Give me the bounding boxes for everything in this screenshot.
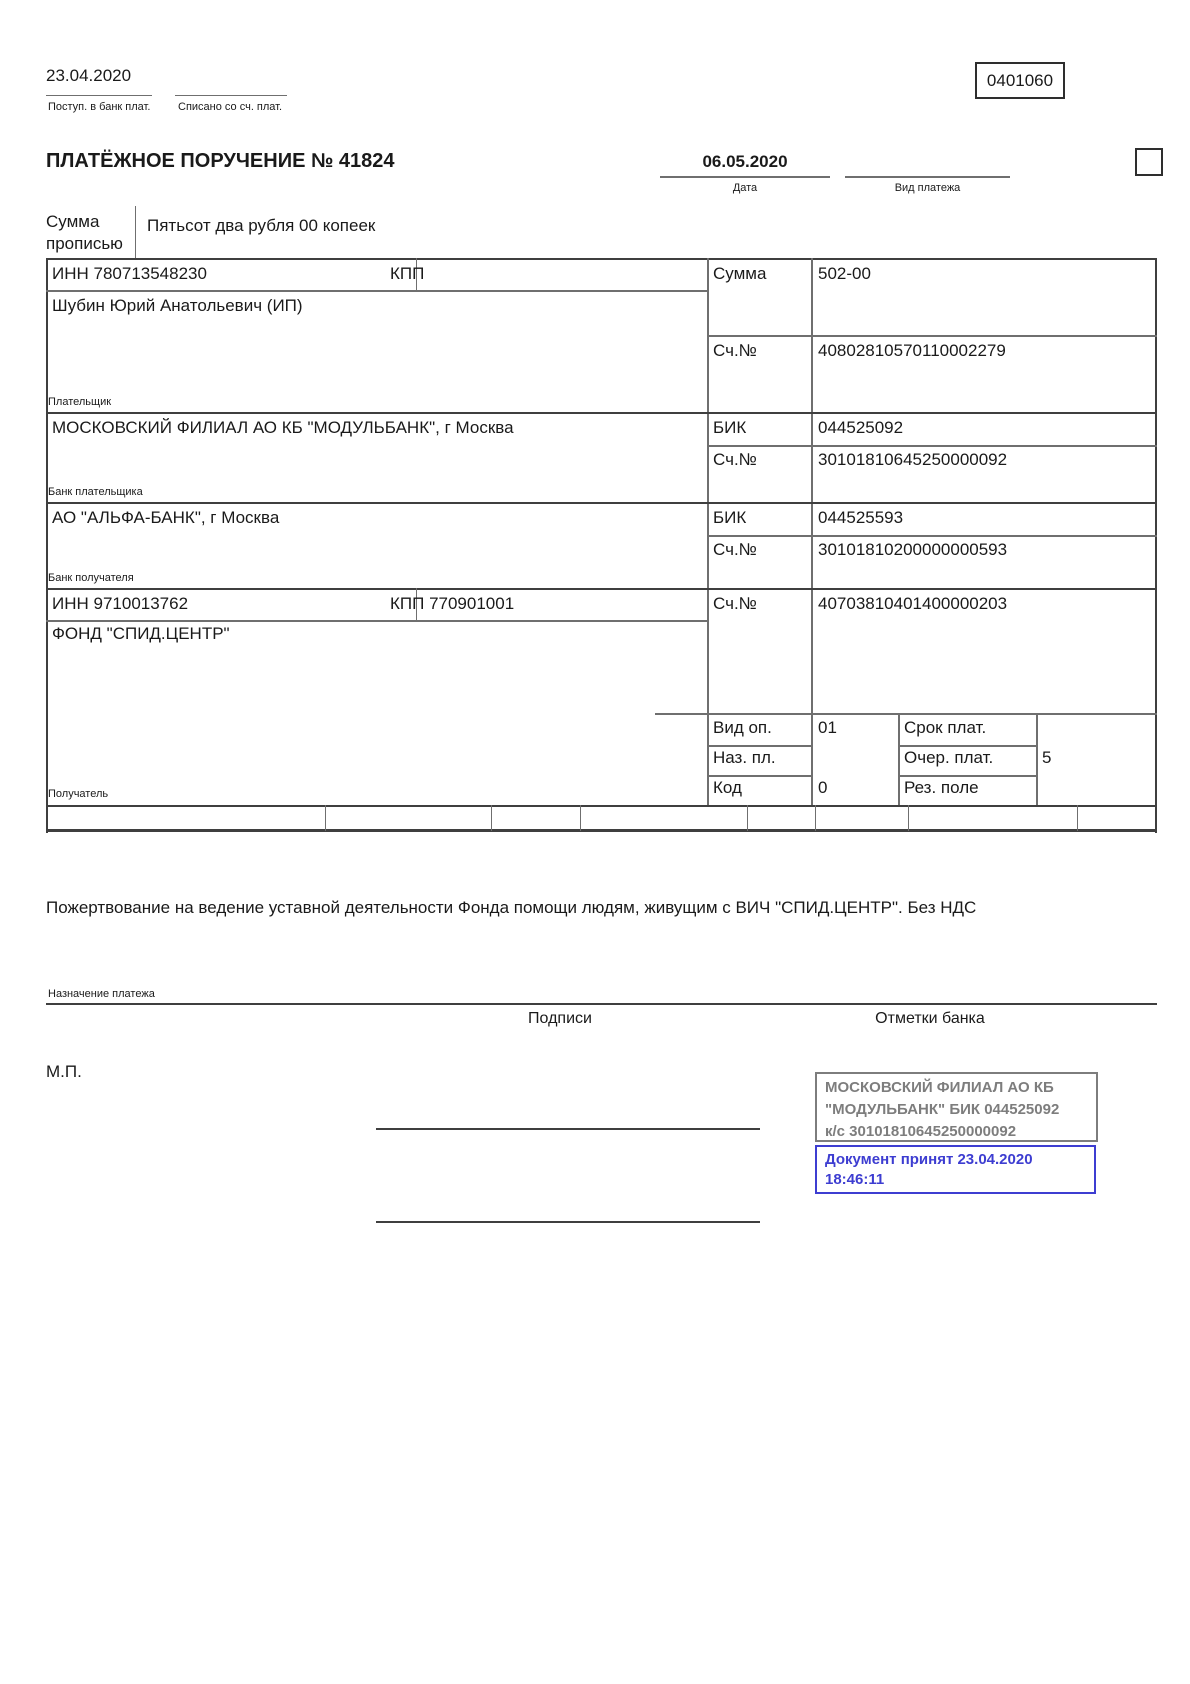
divider — [1077, 805, 1078, 831]
payer-bank-section-label: Банк плательщика — [48, 486, 143, 498]
amount-words-label-1: Сумма — [46, 212, 100, 231]
divider — [46, 290, 707, 292]
divider — [908, 805, 909, 831]
divider — [660, 176, 830, 178]
divider — [845, 176, 1010, 178]
amount-value: 502-00 — [818, 264, 871, 283]
bank-stamp-line-1: МОСКОВСКИЙ ФИЛИАЛ АО КБ — [825, 1079, 1054, 1096]
payee-bank-bik: 044525593 — [818, 508, 904, 527]
amount-words-label-2: прописью — [46, 234, 123, 253]
purpose-code-label: Наз. пл. — [713, 748, 776, 767]
received-in-bank-date: 23.04.2020 — [46, 66, 132, 85]
payment-kind-box — [1135, 148, 1163, 176]
divider — [46, 412, 1157, 414]
payer-kpp-label: КПП — [390, 264, 425, 283]
payer-section-label: Плательщик — [48, 396, 112, 408]
payee-bank-bik-label: БИК — [713, 508, 747, 527]
debited-from-account-label: Списано со сч. плат. — [178, 101, 283, 113]
divider — [46, 1003, 1157, 1005]
payee-name: ФОНД "СПИД.ЦЕНТР" — [52, 624, 230, 643]
bank-marks-label: Отметки банка — [875, 1010, 985, 1027]
pay-term-label: Срок плат. — [904, 718, 987, 737]
divider — [707, 258, 709, 805]
divider — [707, 445, 1157, 447]
payer-inn: ИНН 780713548230 — [52, 264, 207, 283]
form-code: 0401060 — [986, 70, 1054, 90]
payer-account-label: Сч.№ — [713, 341, 757, 360]
divider — [46, 588, 1157, 590]
amount-in-words: Пятьсот два рубля 00 копеек — [147, 216, 376, 235]
signatures-label: Подписи — [528, 1010, 592, 1027]
op-kind-value: 01 — [818, 718, 837, 737]
seal-place-label: М.П. — [46, 1062, 82, 1081]
divider — [46, 258, 48, 833]
divider — [707, 335, 1157, 337]
payer-bank-account: 30101810645250000092 — [818, 450, 1008, 469]
payment-purpose-text: Пожертвование на ведение уставной деятельности Фонда помощи людям, живущим с ВИЧ "СПИД.ЦЕНТР". Без НДС — [46, 898, 977, 917]
divider — [46, 805, 1157, 807]
payee-inn: ИНН 9710013762 — [52, 594, 189, 613]
payee-account: 40703810401400000203 — [818, 594, 1008, 613]
divider — [580, 805, 581, 831]
payer-bank-bik-label: БИК — [713, 418, 747, 437]
payee-bank-account-label: Сч.№ — [713, 540, 757, 559]
payee-bank-account: 30101810200000000593 — [818, 540, 1008, 559]
payer-bank-name: МОСКОВСКИЙ ФИЛИАЛ АО КБ "МОДУЛЬБАНК", г Москва — [52, 418, 514, 437]
divider — [325, 805, 326, 831]
payee-account-label: Сч.№ — [713, 594, 757, 613]
divider — [46, 620, 707, 622]
divider — [46, 502, 1157, 504]
page-title: ПЛАТЁЖНОЕ ПОРУЧЕНИЕ № 41824 — [46, 150, 395, 172]
divider — [707, 535, 1157, 537]
bank-stamp-line-2: "МОДУЛЬБАНК" БИК 044525092 — [825, 1101, 1060, 1118]
divider — [747, 805, 748, 831]
payment-purpose-label: Назначение платежа — [48, 988, 155, 1000]
op-kind-label: Вид оп. — [713, 718, 772, 737]
accepted-stamp-line-1: Документ принят 23.04.2020 — [825, 1151, 1033, 1168]
payer-account: 40802810570110002279 — [818, 341, 1006, 360]
signature-line — [376, 1128, 760, 1130]
reserve-field-label: Рез. поле — [904, 778, 979, 797]
divider — [707, 775, 813, 777]
payer-name: Шубин Юрий Анатольевич (ИП) — [52, 296, 303, 315]
date-label: Дата — [732, 182, 758, 194]
payee-bank-section-label: Банк получателя — [48, 572, 134, 584]
divider — [898, 713, 900, 805]
payer-bank-bik: 044525092 — [818, 418, 904, 437]
bank-stamp — [815, 1072, 1098, 1142]
divider — [655, 713, 1157, 715]
document-accepted-stamp — [815, 1145, 1096, 1194]
document-date: 06.05.2020 — [702, 152, 788, 171]
code-label: Код — [713, 778, 742, 797]
payment-kind-label: Вид платежа — [894, 182, 961, 194]
form-code-box — [975, 62, 1065, 99]
payee-section-label: Получатель — [48, 788, 109, 800]
payee-kpp: КПП 770901001 — [390, 594, 515, 613]
divider — [135, 206, 136, 258]
divider — [46, 95, 152, 96]
priority-label: Очер. плат. — [904, 748, 994, 767]
divider — [811, 258, 813, 805]
divider — [46, 829, 1157, 832]
accepted-stamp-line-2: 18:46:11 — [825, 1171, 885, 1188]
priority-value: 5 — [1042, 748, 1052, 767]
payer-bank-account-label: Сч.№ — [713, 450, 757, 469]
divider — [491, 805, 492, 831]
payee-bank-name: АО "АЛЬФА-БАНК", г Москва — [52, 508, 280, 527]
divider — [46, 258, 1157, 260]
divider — [815, 805, 816, 831]
divider — [898, 775, 1036, 777]
bank-stamp-line-3: к/с 30101810645250000092 — [825, 1123, 1017, 1140]
received-in-bank-label: Поступ. в банк плат. — [48, 101, 151, 113]
divider — [1155, 258, 1157, 833]
code-value: 0 — [818, 778, 828, 797]
signature-line — [376, 1221, 760, 1223]
amount-label: Сумма — [713, 264, 767, 283]
divider — [898, 745, 1036, 747]
divider — [175, 95, 287, 96]
divider — [707, 745, 813, 747]
divider — [1036, 713, 1038, 805]
